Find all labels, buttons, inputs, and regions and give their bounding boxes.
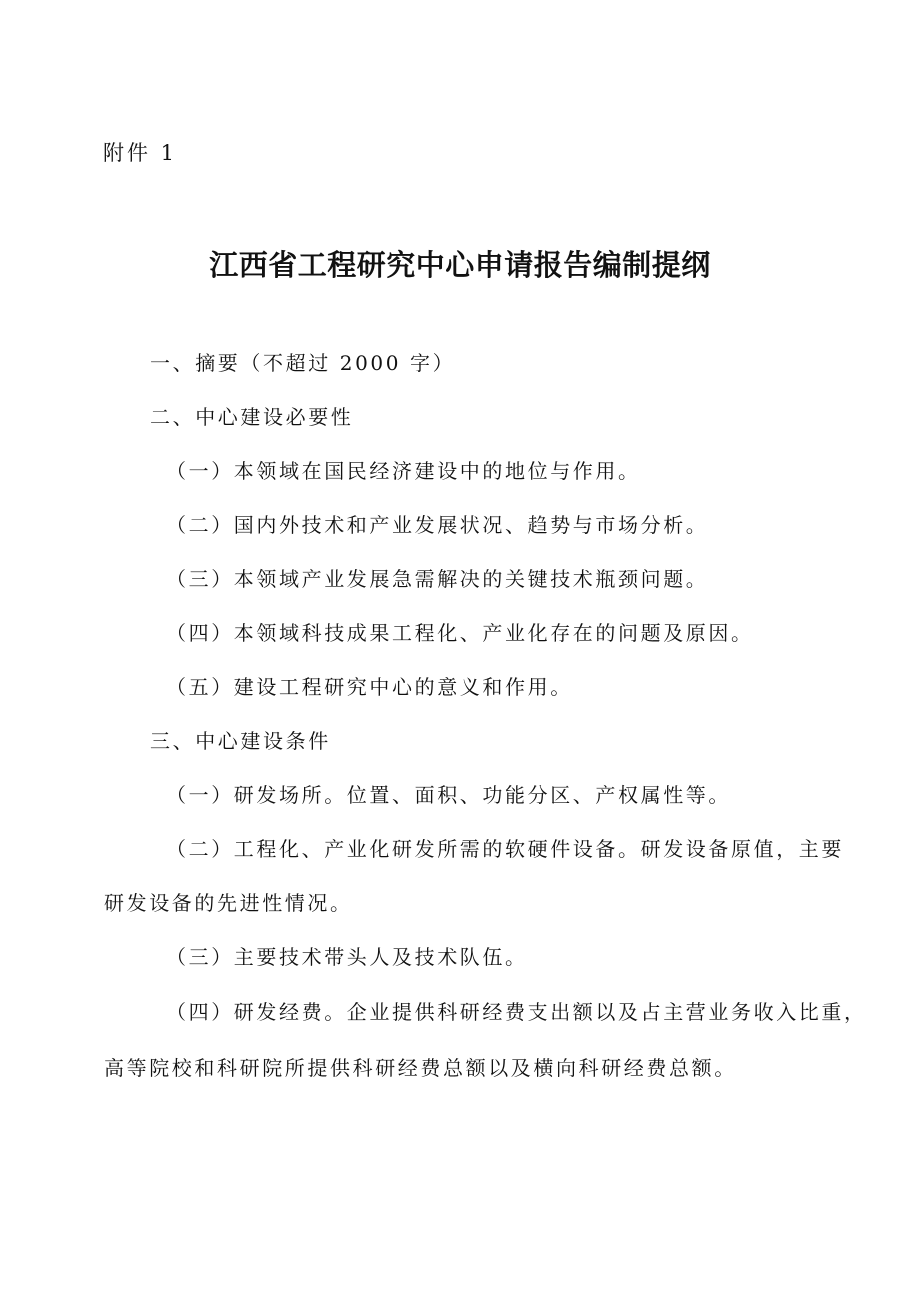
sub-item: （二）工程化、产业化研发所需的软硬件设备。研发设备原值，主要 bbox=[166, 837, 844, 861]
section-heading: 三、中心建设条件 bbox=[150, 729, 331, 753]
sub-item: （三）本领域产业发展急需解决的关键技术瓶颈问题。 bbox=[166, 567, 709, 591]
sub-item-continuation: 研发设备的先进性情况。 bbox=[104, 891, 353, 915]
sub-item: （三）主要技术带头人及技术队伍。 bbox=[166, 945, 528, 969]
document-title: 江西省工程研究中心申请报告编制提纲 bbox=[209, 248, 711, 282]
section-heading: 一、摘要（不超过 2000 字） bbox=[150, 351, 456, 375]
sub-item: （四）本领域科技成果工程化、产业化存在的问题及原因。 bbox=[166, 621, 754, 645]
sub-item: （二）国内外技术和产业发展状况、趋势与市场分析。 bbox=[166, 513, 709, 537]
sub-item: （一）本领域在国民经济建设中的地位与作用。 bbox=[166, 459, 641, 483]
section-heading: 二、中心建设必要性 bbox=[150, 405, 354, 429]
attachment-label: 附件 1 bbox=[103, 141, 178, 165]
sub-item: （一）研发场所。位置、面积、功能分区、产权属性等。 bbox=[166, 783, 731, 807]
sub-item: （五）建设工程研究中心的意义和作用。 bbox=[166, 675, 573, 699]
sub-item: （四）研发经费。企业提供科研经费支出额以及占主营业务收入比重， bbox=[166, 1000, 867, 1024]
sub-item-continuation: 高等院校和科研院所提供科研经费总额以及横向科研经费总额。 bbox=[104, 1056, 737, 1080]
